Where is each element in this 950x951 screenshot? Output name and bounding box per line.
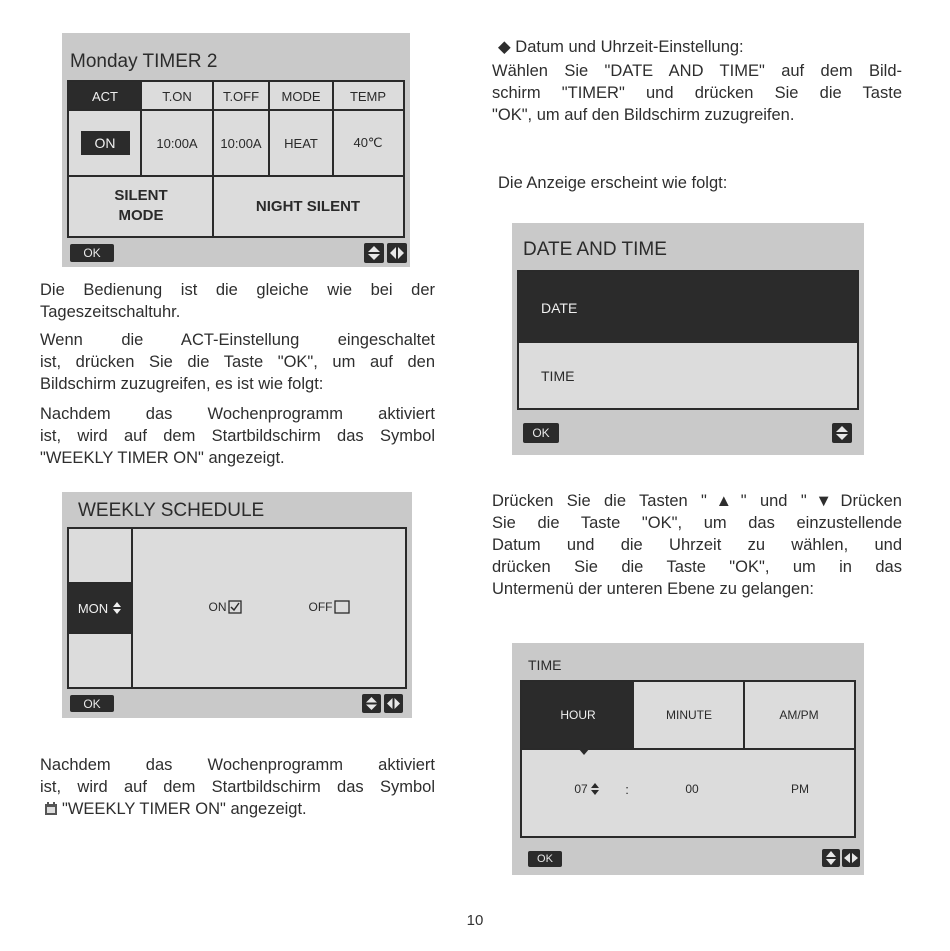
page-number: 10 (466, 912, 484, 929)
value-mode[interactable]: HEAT (284, 135, 318, 151)
hour-value[interactable]: 07 (552, 777, 622, 801)
up-down-icon (590, 782, 600, 796)
header-mode: MODE (281, 88, 321, 104)
timer-table (67, 80, 405, 238)
am-pm-value[interactable]: PM (791, 782, 809, 796)
weekly-timer-icon (44, 802, 58, 816)
weekly-title: WEEKLY SCHEDULE (78, 500, 265, 521)
right-paragraph-2: Die Anzeige erscheint wie folgt: (498, 174, 728, 192)
weekly-frame (67, 527, 407, 689)
menu-item-time[interactable]: TIME (541, 367, 575, 384)
time-colon: : (625, 781, 629, 797)
time-frame (520, 680, 856, 838)
menu-item-date[interactable]: DATE (519, 272, 857, 343)
checked-checkbox-icon[interactable] (228, 600, 242, 614)
header-temp: TEMP (349, 88, 387, 104)
on-checkbox-group[interactable]: ON (195, 595, 255, 619)
ok-button[interactable]: OK (523, 423, 559, 443)
value-t-on[interactable]: 10:00A (156, 135, 198, 151)
right-paragraph-1: Wählen Sie "DATE AND TIME" auf dem Bild- schirm "TIMER" und drücken Sie die Taste "OK", um auf den Bildschirm zuzugreifen. (492, 62, 902, 124)
time-screen (512, 643, 864, 875)
ok-button[interactable]: OK (70, 244, 114, 262)
left-paragraph-4: Nachdem das Wochenprogramm aktiviert ist, wird auf dem Startbildschirm das Symbol "WEEKLY TIMER ON" angezeigt. (40, 756, 435, 818)
unchecked-checkbox-icon[interactable] (334, 600, 350, 614)
silent-mode-line2: MODE (118, 207, 164, 224)
left-right-icon[interactable] (384, 694, 403, 713)
left-paragraph-2: Wenn die ACT-Einstellung eingeschaltet ist, drücken Sie die Taste "OK", um auf den Bildschirm zuzugreifen, es ist wie folgt: (40, 331, 435, 393)
left-right-icon[interactable] (842, 849, 860, 867)
night-silent-cell[interactable]: NIGHT SILENT (255, 197, 361, 215)
left-paragraph-1: Die Bedienung ist die gleiche wie bei der Tageszeitschaltuhr. (40, 281, 435, 321)
value-act[interactable] (69, 110, 141, 176)
value-temp[interactable]: 40℃ (353, 135, 383, 150)
silent-mode-cell[interactable] (69, 176, 213, 236)
left-right-icon[interactable] (387, 243, 407, 263)
minute-value[interactable]: 00 (685, 782, 699, 796)
day-selector[interactable]: MON (69, 584, 131, 632)
up-down-icon[interactable] (364, 243, 384, 263)
date-time-screen (512, 223, 864, 455)
section-heading: ◆ Datum und Uhrzeit-Einstellung: (498, 38, 744, 56)
date-time-menu (517, 270, 859, 410)
header-hour[interactable]: HOUR (522, 682, 634, 748)
value-t-off[interactable]: 10:00A (220, 135, 262, 151)
timer-title: Monday TIMER 2 (70, 51, 218, 72)
timer-screen (62, 33, 410, 267)
up-down-icon[interactable] (832, 423, 852, 443)
off-checkbox-group[interactable]: OFF (299, 595, 359, 619)
header-am-pm[interactable]: AM/PM (779, 708, 819, 722)
act-on-button[interactable]: ON (81, 131, 130, 155)
time-title: TIME (528, 657, 562, 673)
up-down-icon[interactable] (362, 694, 381, 713)
header-minute[interactable]: MINUTE (666, 708, 712, 722)
ok-button[interactable]: OK (70, 695, 114, 712)
header-t-off: T.OFF (222, 88, 260, 104)
right-paragraph-3: Drücken Sie die Tasten "▲" und "▼Drücken Sie die Taste "OK", um das einzustellende Datum und die Uhrzeit zu wählen, und drücken Sie die Taste "OK", um in das Untermenü der unteren Ebene zu gelangen: (492, 492, 902, 598)
silent-mode-line1: SILENT (114, 187, 168, 204)
pointer-icon (578, 748, 590, 756)
left-paragraph-3: Nachdem das Wochenprogramm aktiviert ist, wird auf dem Startbildschirm das Symbol "WEEKLY TIMER ON" angezeigt. (40, 405, 435, 467)
weekly-schedule-screen (62, 492, 412, 718)
ok-button[interactable]: OK (528, 851, 562, 867)
header-t-on: T.ON (162, 88, 192, 104)
up-down-icon (112, 601, 122, 615)
up-down-icon[interactable] (822, 849, 840, 867)
date-time-title: DATE AND TIME (523, 239, 667, 260)
header-act: ACT (69, 82, 141, 110)
